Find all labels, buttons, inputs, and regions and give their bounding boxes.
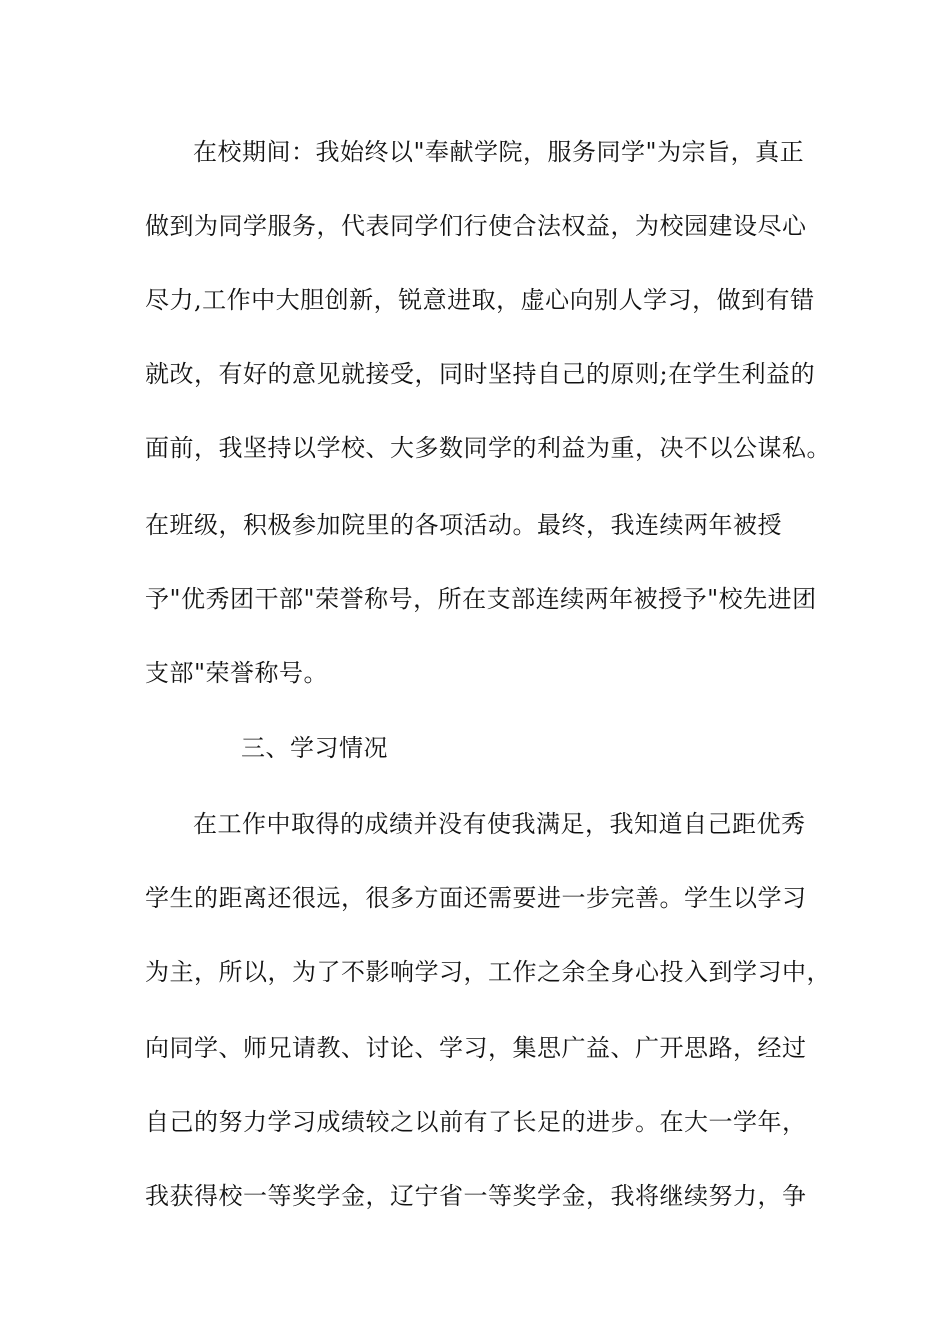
paragraph-line: 支部"荣誉称号。 [145, 659, 329, 687]
paragraph-line: 我获得校一等奖学金，辽宁省一等奖学金，我将继续努力，争 [145, 1182, 807, 1210]
paragraph-line: 在工作中取得的成绩并没有使我满足，我知道自己距优秀 [193, 810, 806, 838]
paragraph-line: 予"优秀团干部"荣誉称号，所在支部连续两年被授予"校先进团 [145, 585, 817, 613]
paragraph-line: 在班级，积极参加院里的各项活动。最终，我连续两年被授 [145, 511, 782, 539]
paragraph-line: 做到为同学服务，代表同学们行使合法权益，为校园建设尽心 [145, 212, 807, 240]
paragraph-line: 就改，有好的意见就接受，同时坚持自己的原则;在学生利益的 [145, 360, 816, 388]
paragraph-line: 面前，我坚持以学校、大多数同学的利益为重，决不以公谋私。 [145, 434, 831, 462]
paragraph-line: 自己的努力学习成绩较之以前有了长足的进步。在大一学年， [145, 1108, 807, 1136]
section-heading: 三、学习情况 [241, 734, 388, 762]
paragraph-line: 尽力,工作中大胆创新，锐意进取，虚心向别人学习，做到有错 [145, 286, 815, 314]
paragraph-line: 为主，所以，为了不影响学习，工作之余全身心投入到学习中， [145, 958, 831, 986]
paragraph-line: 学生的距离还很远，很多方面还需要进一步完善。学生以学习 [145, 884, 807, 912]
paragraph-line: 在校期间：我始终以"奉献学院，服务同学"为宗旨，真正 [193, 138, 805, 166]
paragraph-line: 向同学、师兄请教、讨论、学习，集思广益、广开思路，经过 [145, 1034, 807, 1062]
